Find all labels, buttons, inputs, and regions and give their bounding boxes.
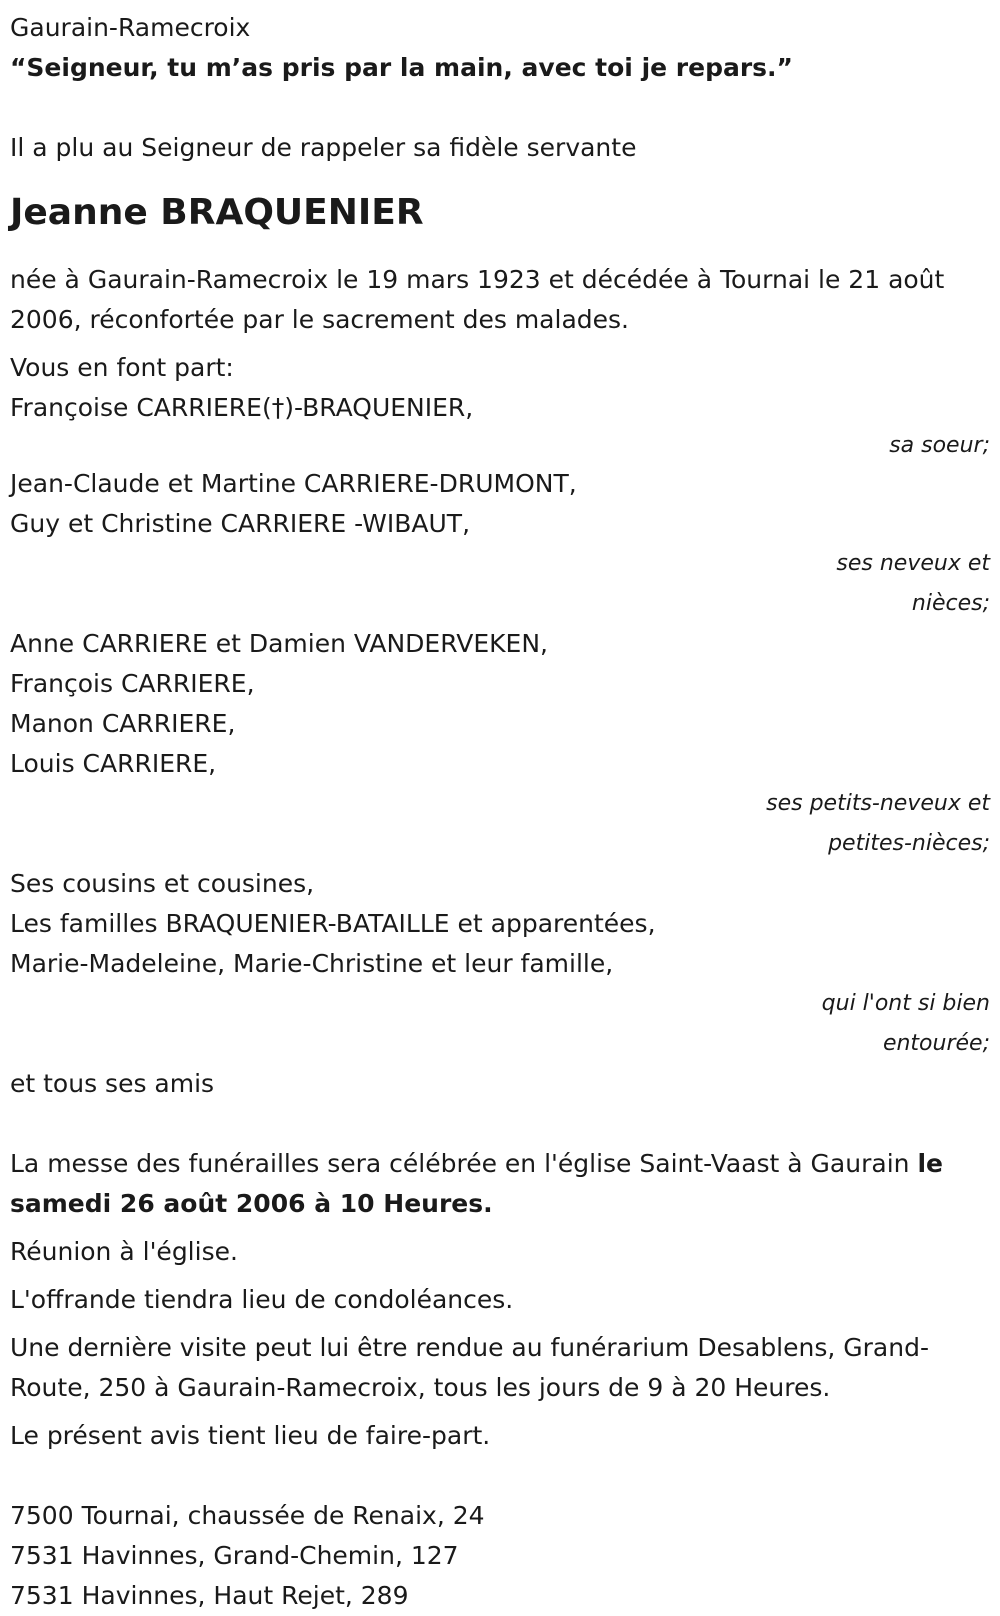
quote-line: “Seigneur, tu m’as pris par la main, avec toi je repars.” bbox=[10, 53, 793, 82]
relation-label: sa soeur; bbox=[889, 433, 990, 458]
friends-line: et tous ses amis bbox=[10, 1069, 215, 1098]
family-name: Manon CARRIERE, bbox=[10, 709, 236, 738]
family-name: Françoise CARRIERE(†)-BRAQUENIER, bbox=[10, 393, 474, 422]
relation-label: qui l'ont si bien bbox=[821, 991, 990, 1016]
address-line: 7531 Havinnes, Grand-Chemin, 127 bbox=[10, 1541, 459, 1570]
meeting-line: Réunion à l'église. bbox=[10, 1237, 238, 1266]
relation-label: ses neveux et bbox=[836, 551, 990, 576]
relation-label: nièces; bbox=[911, 591, 990, 616]
relation-label: entourée; bbox=[882, 1031, 990, 1056]
family-name: Louis CARRIERE, bbox=[10, 749, 217, 778]
address-line: 7531 Havinnes, Haut Rejet, 289 bbox=[10, 1581, 409, 1610]
birth-death-paragraph: née à Gaurain-Ramecroix le 19 mars 1923 et décédée à Tournai le 21 août 2006, réconfortée par le sacrement des malades. bbox=[10, 265, 945, 334]
visit-paragraph: Une dernière visite peut lui être rendue au funérarium Desablens, Grand-Route, 250 à Gaurain-Ramecroix, tous les jours de 9 à 20 Heures. bbox=[10, 1333, 929, 1402]
family-name: François CARRIERE, bbox=[10, 669, 255, 698]
intro-line: Il a plu au Seigneur de rappeler sa fidèle servante bbox=[10, 133, 637, 162]
family-name: Les familles BRAQUENIER-BATAILLE et apparentées, bbox=[10, 909, 656, 938]
announce-line: Vous en font part: bbox=[10, 353, 234, 382]
family-name: Anne CARRIERE et Damien VANDERVEKEN, bbox=[10, 629, 548, 658]
offering-line: L'offrande tiendra lieu de condoléances. bbox=[10, 1285, 514, 1314]
mass-paragraph bbox=[10, 1144, 990, 1224]
place-line: Gaurain-Ramecroix bbox=[10, 13, 251, 42]
deceased-name: Jeanne BRAQUENIER bbox=[10, 192, 424, 233]
relation-label: petites-nièces; bbox=[828, 831, 990, 856]
mass-text: La messe des funérailles sera célébrée en l'église Saint-Vaast à Gaurain bbox=[10, 1149, 918, 1178]
notice-line: Le présent avis tient lieu de faire-part. bbox=[10, 1421, 491, 1450]
obituary-notice bbox=[10, 8, 990, 1616]
family-name: Jean-Claude et Martine CARRIERE-DRUMONT, bbox=[10, 469, 577, 498]
relation-label: ses petits-neveux et bbox=[766, 791, 990, 816]
family-name: Marie-Madeleine, Marie-Christine et leur famille, bbox=[10, 949, 614, 978]
family-name: Guy et Christine CARRIERE -WIBAUT, bbox=[10, 509, 471, 538]
mass-date: le samedi 26 août 2006 à 10 Heures. bbox=[10, 1149, 943, 1218]
family-name: Ses cousins et cousines, bbox=[10, 869, 315, 898]
address-line: 7500 Tournai, chaussée de Renaix, 24 bbox=[10, 1501, 485, 1530]
